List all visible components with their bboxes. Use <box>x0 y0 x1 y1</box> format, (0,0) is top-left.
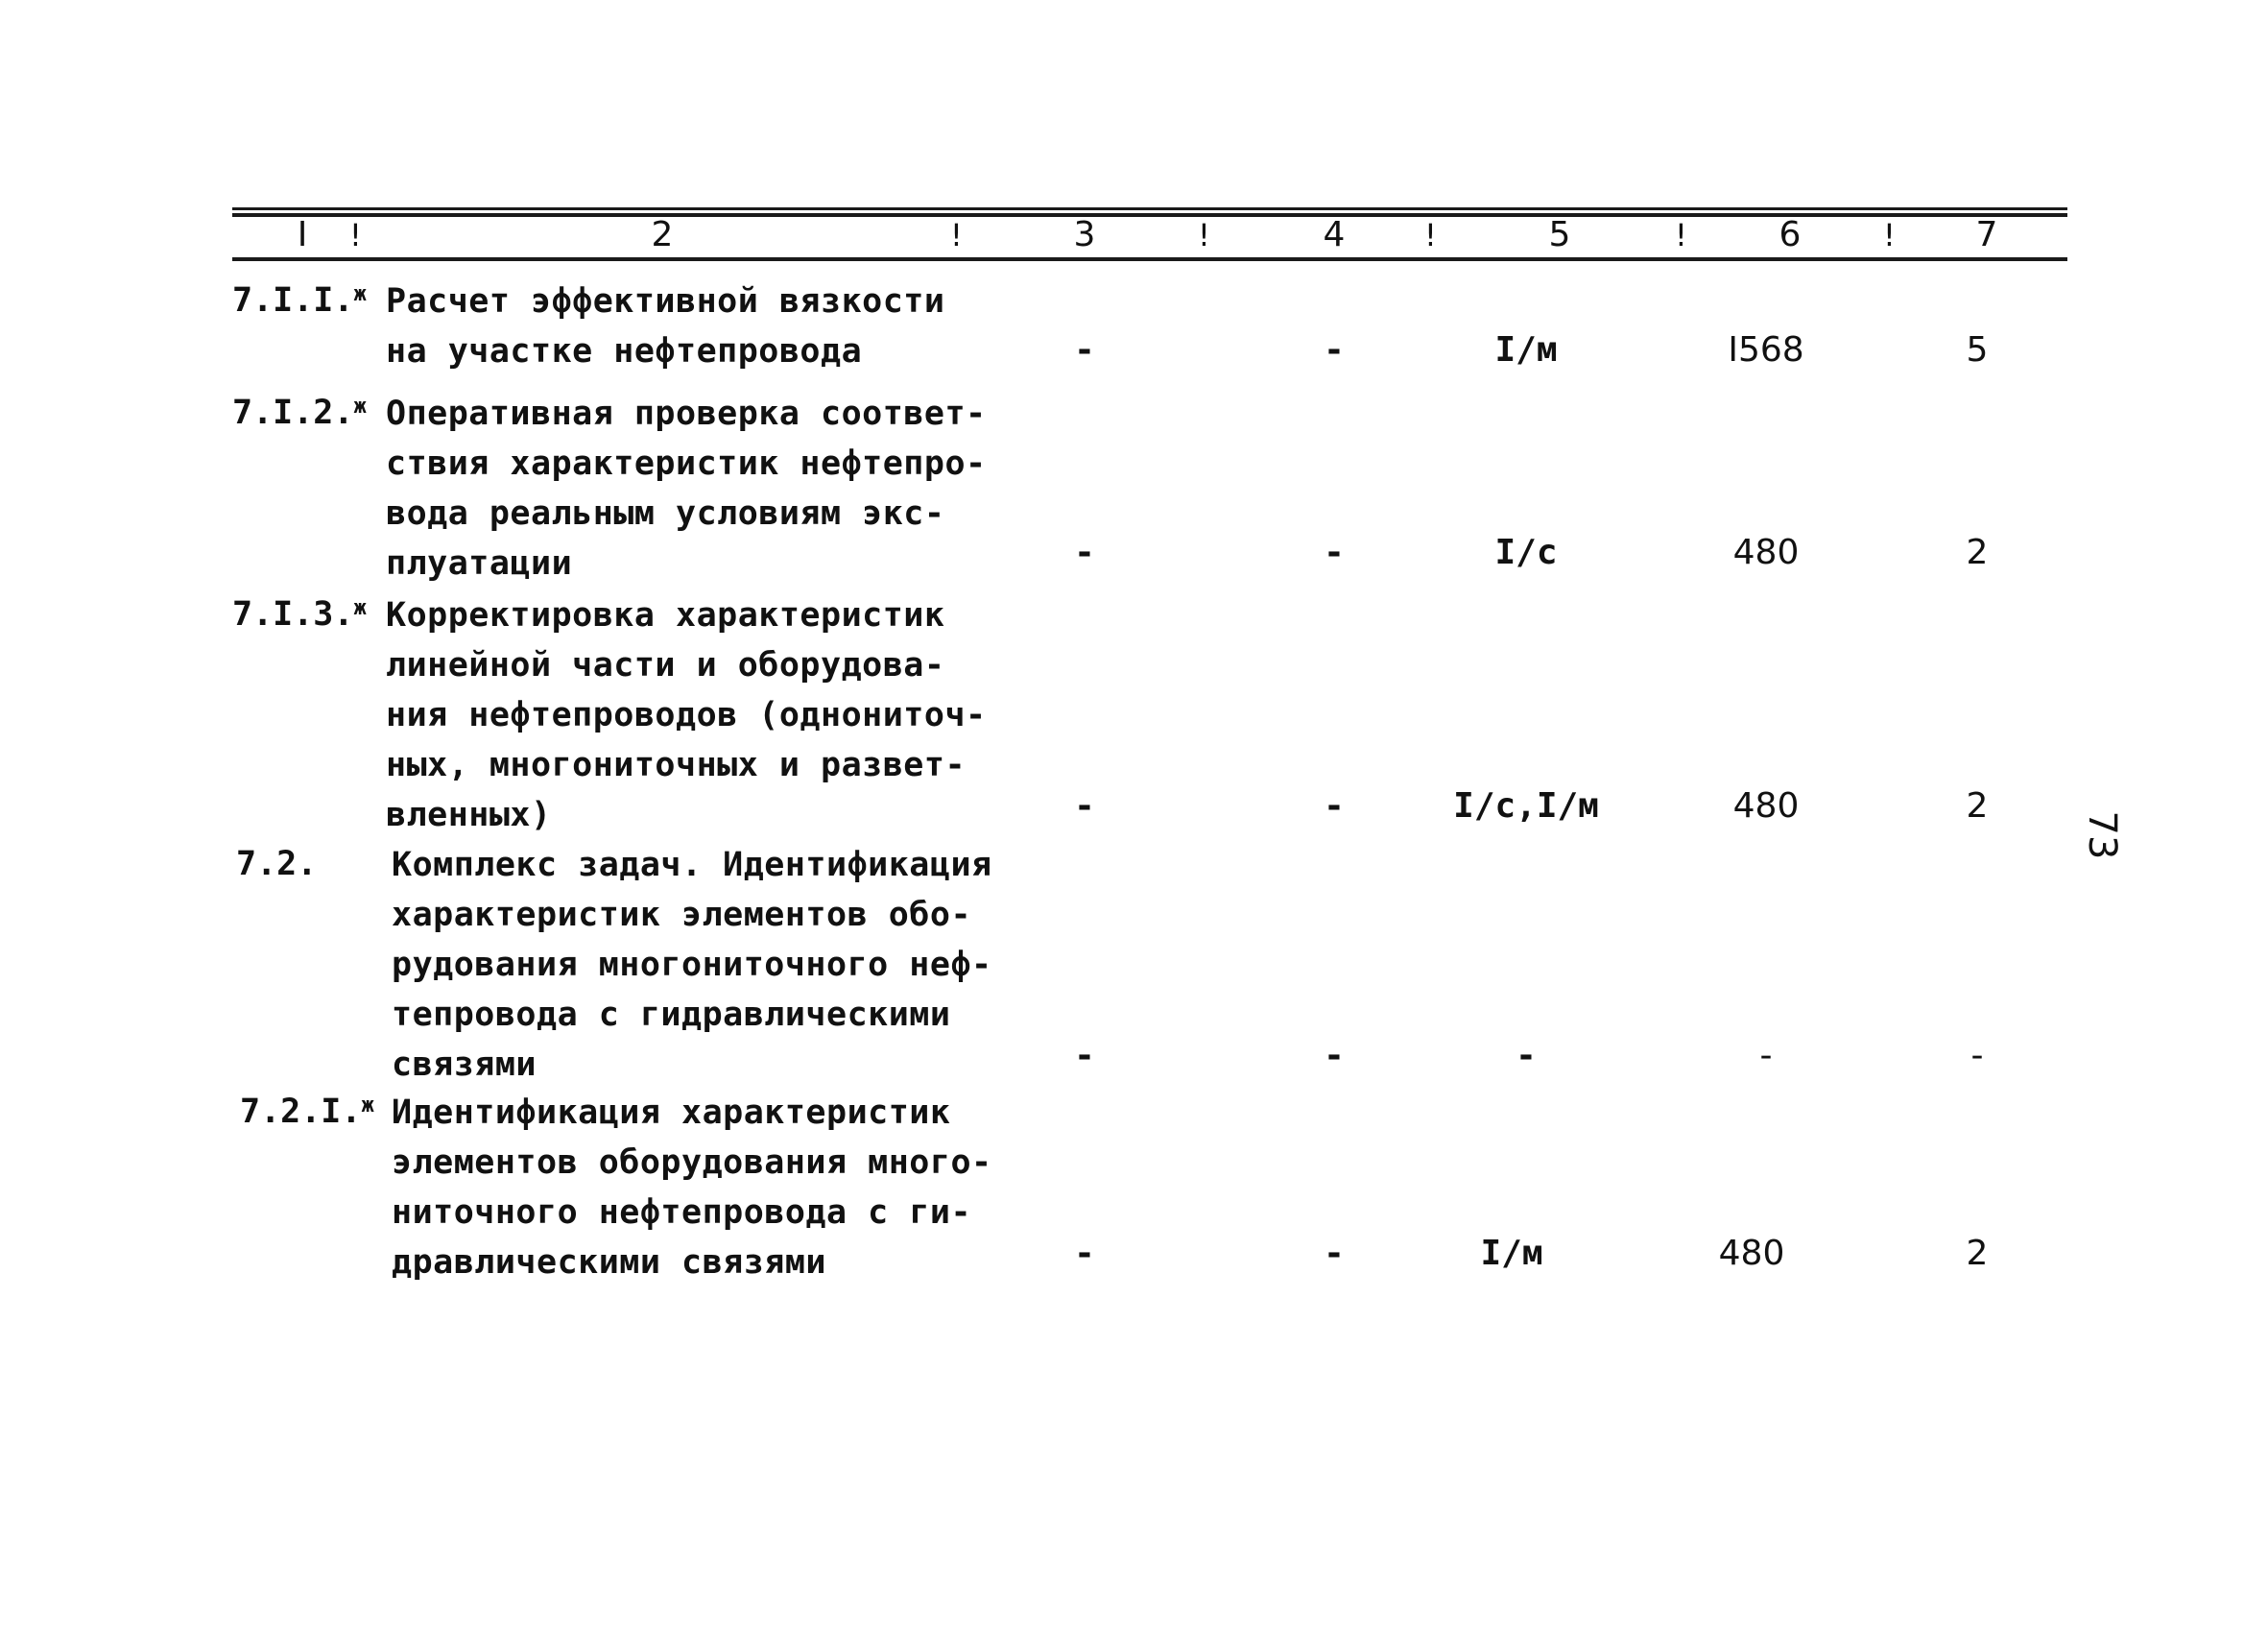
row-col-6: 480 <box>1732 533 1800 572</box>
header-col-5: 5 <box>1548 215 1571 254</box>
row-col-5: I/м <box>1480 1234 1543 1273</box>
row-col-4: - <box>1324 1234 1345 1273</box>
row-description: Комплекс задач. Идентификация характеристик элементов обо- рудования многониточного неф- тепровода с гидравлическими связями <box>392 846 992 1084</box>
header-col-2: 2 <box>651 215 674 254</box>
row-number: 7.I.3.$^ж$ <box>232 595 367 634</box>
row-description: Расчет эффективной вязкости на участке нефтепровода <box>386 282 945 371</box>
header-col-7: 7 <box>1975 215 1998 254</box>
row-col-4: - <box>1324 330 1345 370</box>
row-marker: ж <box>361 1093 374 1117</box>
row-col-7: 2 <box>1966 786 1989 826</box>
row-description: Идентификация характеристик элементов оборудования много- ниточного нефтепровода с ги- дравлическими связями <box>392 1093 992 1282</box>
row-marker: ж <box>353 596 367 620</box>
row-col-3: - <box>1074 1036 1095 1075</box>
row-col-6: 480 <box>1732 786 1800 826</box>
row-col-7: 5 <box>1966 330 1989 370</box>
header-separator: ! <box>1883 217 1896 253</box>
row-number: 7.I.2.$^ж$ <box>232 394 367 432</box>
row-col-5: - <box>1516 1036 1537 1075</box>
table-top-rule <box>232 207 2067 210</box>
row-col-5: I/с <box>1494 533 1558 572</box>
header-col-4: 4 <box>1323 215 1346 254</box>
row-col-4: - <box>1324 533 1345 572</box>
row-col-5: I/м <box>1494 330 1558 370</box>
row-col-7: 2 <box>1966 533 1989 572</box>
row-col-7: - <box>1970 1036 1984 1075</box>
header-col-3: 3 <box>1073 215 1096 254</box>
row-description: Корректировка характеристик линейной части и оборудова- ния нефтепроводов (однониточ- ных, многониточных и развет- вленных) <box>386 596 987 834</box>
row-col-4: - <box>1324 1036 1345 1075</box>
row-col-3: - <box>1074 786 1095 826</box>
header-separator: ! <box>950 217 963 253</box>
header-col-1: I <box>297 215 308 254</box>
row-number: 7.I.I.$^ж$ <box>232 281 367 320</box>
row-number: 7.2.I.$^ж$ <box>240 1093 374 1131</box>
row-col-6: - <box>1759 1036 1773 1075</box>
row-marker: ж <box>353 282 367 306</box>
row-col-3: - <box>1074 330 1095 370</box>
row-col-3: - <box>1074 533 1095 572</box>
row-marker: ж <box>353 395 367 419</box>
row-col-5: I/с,I/м <box>1453 786 1599 826</box>
row-description: Оперативная проверка соответ- ствия характеристик нефтепро- вода реальным условиям экс- плуатации <box>386 395 987 583</box>
row-col-6: I568 <box>1728 330 1804 370</box>
header-separator: ! <box>349 217 362 253</box>
row-col-7: 2 <box>1966 1234 1989 1273</box>
header-col-6: 6 <box>1779 215 1802 254</box>
header-separator: ! <box>1198 217 1210 253</box>
row-number: 7.2. <box>236 845 318 883</box>
row-col-4: - <box>1324 786 1345 826</box>
header-separator: ! <box>1424 217 1437 253</box>
row-col-3: - <box>1074 1234 1095 1273</box>
header-separator: ! <box>1675 217 1687 253</box>
row-col-6: 480 <box>1718 1234 1785 1273</box>
table-header-rule <box>232 257 2067 261</box>
page-number: 73 <box>2080 810 2124 860</box>
